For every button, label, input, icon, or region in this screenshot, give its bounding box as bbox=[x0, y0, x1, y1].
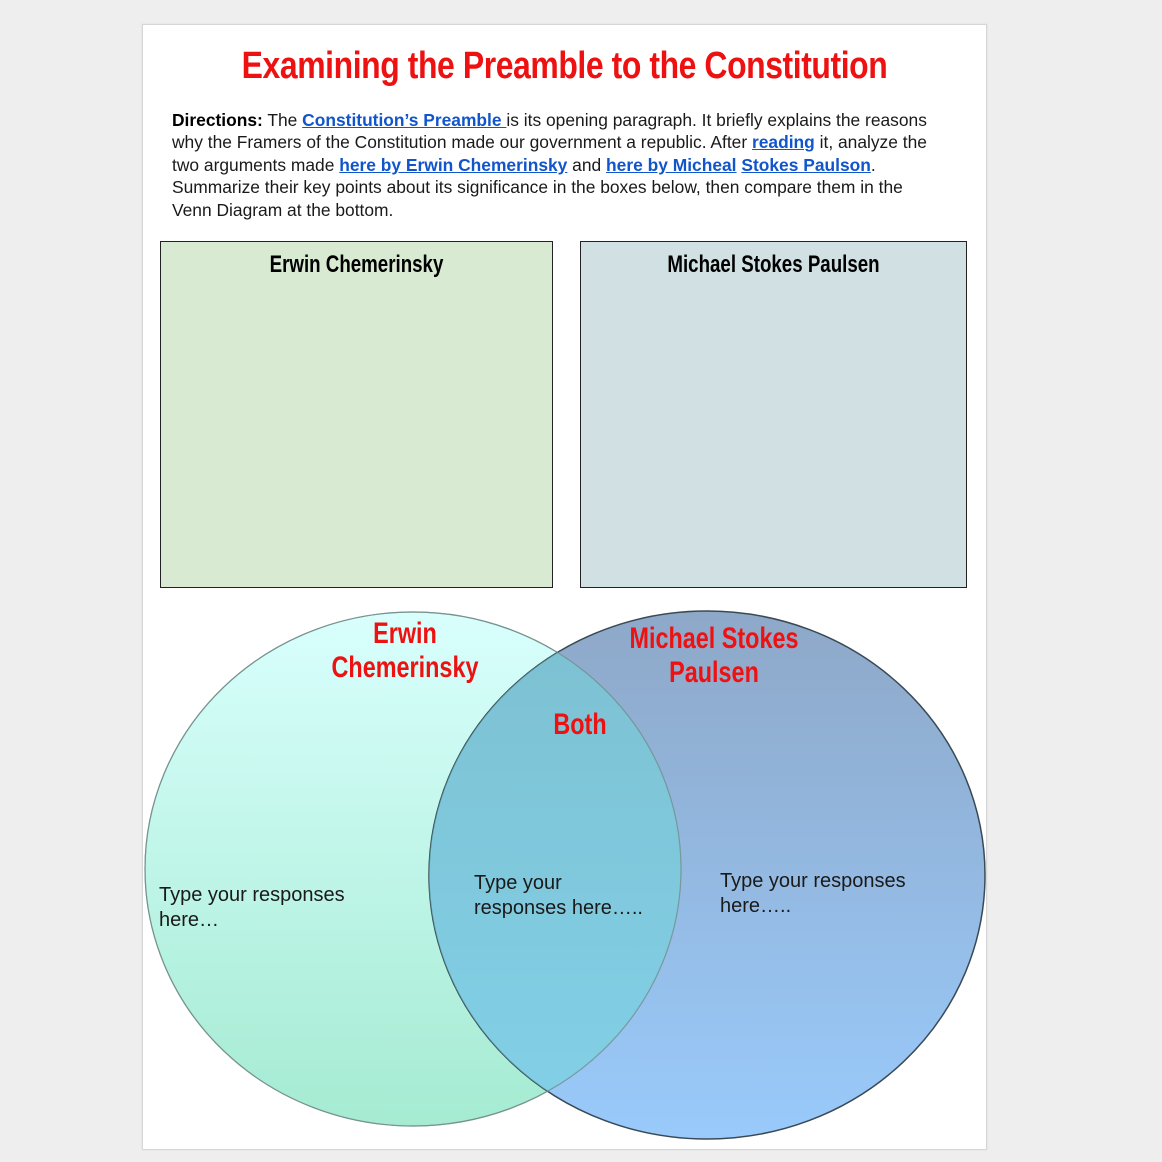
venn-left-response-line: here… bbox=[159, 909, 220, 931]
paulsen-link[interactable]: here by Micheal bbox=[606, 154, 737, 175]
venn-left-label-line: Chemerinsky bbox=[331, 651, 479, 684]
venn-right-response[interactable] bbox=[720, 869, 950, 919]
directions-text: and bbox=[567, 154, 607, 175]
venn-right-response-line: Type your responses bbox=[720, 870, 906, 892]
venn-right-response-line: here….. bbox=[720, 895, 792, 917]
venn-diagram bbox=[143, 25, 986, 1149]
directions-text: The bbox=[262, 110, 303, 130]
venn-left-response[interactable] bbox=[159, 883, 399, 933]
chemerinsky-link[interactable]: here by Erwin Chemerinsky bbox=[339, 154, 568, 175]
venn-right-label-line: Paulsen bbox=[669, 656, 759, 689]
venn-left-label bbox=[311, 617, 498, 685]
constitution-preamble-link[interactable]: Constitution’s Preamble bbox=[302, 110, 507, 130]
venn-right-label-line: Michael Stokes bbox=[629, 622, 799, 655]
venn-left-label-line: Erwin bbox=[373, 617, 437, 650]
directions-text: is its opening paragraph. It briefly explains the reasons why the Framers of the Constitution made our government a republic. After bbox=[172, 110, 927, 153]
directions-text: . Summarize their key points about its significance in the boxes below, then compare them in the Venn Diagram at the bottom. bbox=[172, 154, 903, 220]
document-page bbox=[142, 24, 987, 1150]
venn-center-response-line: Type your bbox=[474, 872, 562, 894]
venn-right-label bbox=[620, 622, 807, 690]
paulsen-link-continued[interactable]: Stokes Paulson bbox=[741, 154, 871, 175]
directions-label: Directions: bbox=[172, 110, 263, 130]
venn-left-response-line: Type your responses bbox=[159, 884, 345, 906]
chemerinsky-box-title: Erwin Chemerinsky bbox=[269, 251, 444, 278]
page-title: Examining the Preamble to the Constitution bbox=[241, 45, 888, 87]
reading-link[interactable]: reading bbox=[751, 132, 815, 153]
paulsen-box-title: Michael Stokes Paulsen bbox=[667, 251, 880, 278]
venn-center-response-line: responses here….. bbox=[474, 897, 643, 919]
venn-center-label: Both bbox=[553, 708, 607, 741]
venn-center-response[interactable] bbox=[474, 871, 674, 921]
directions-text: it, analyze the two arguments made bbox=[172, 132, 927, 175]
